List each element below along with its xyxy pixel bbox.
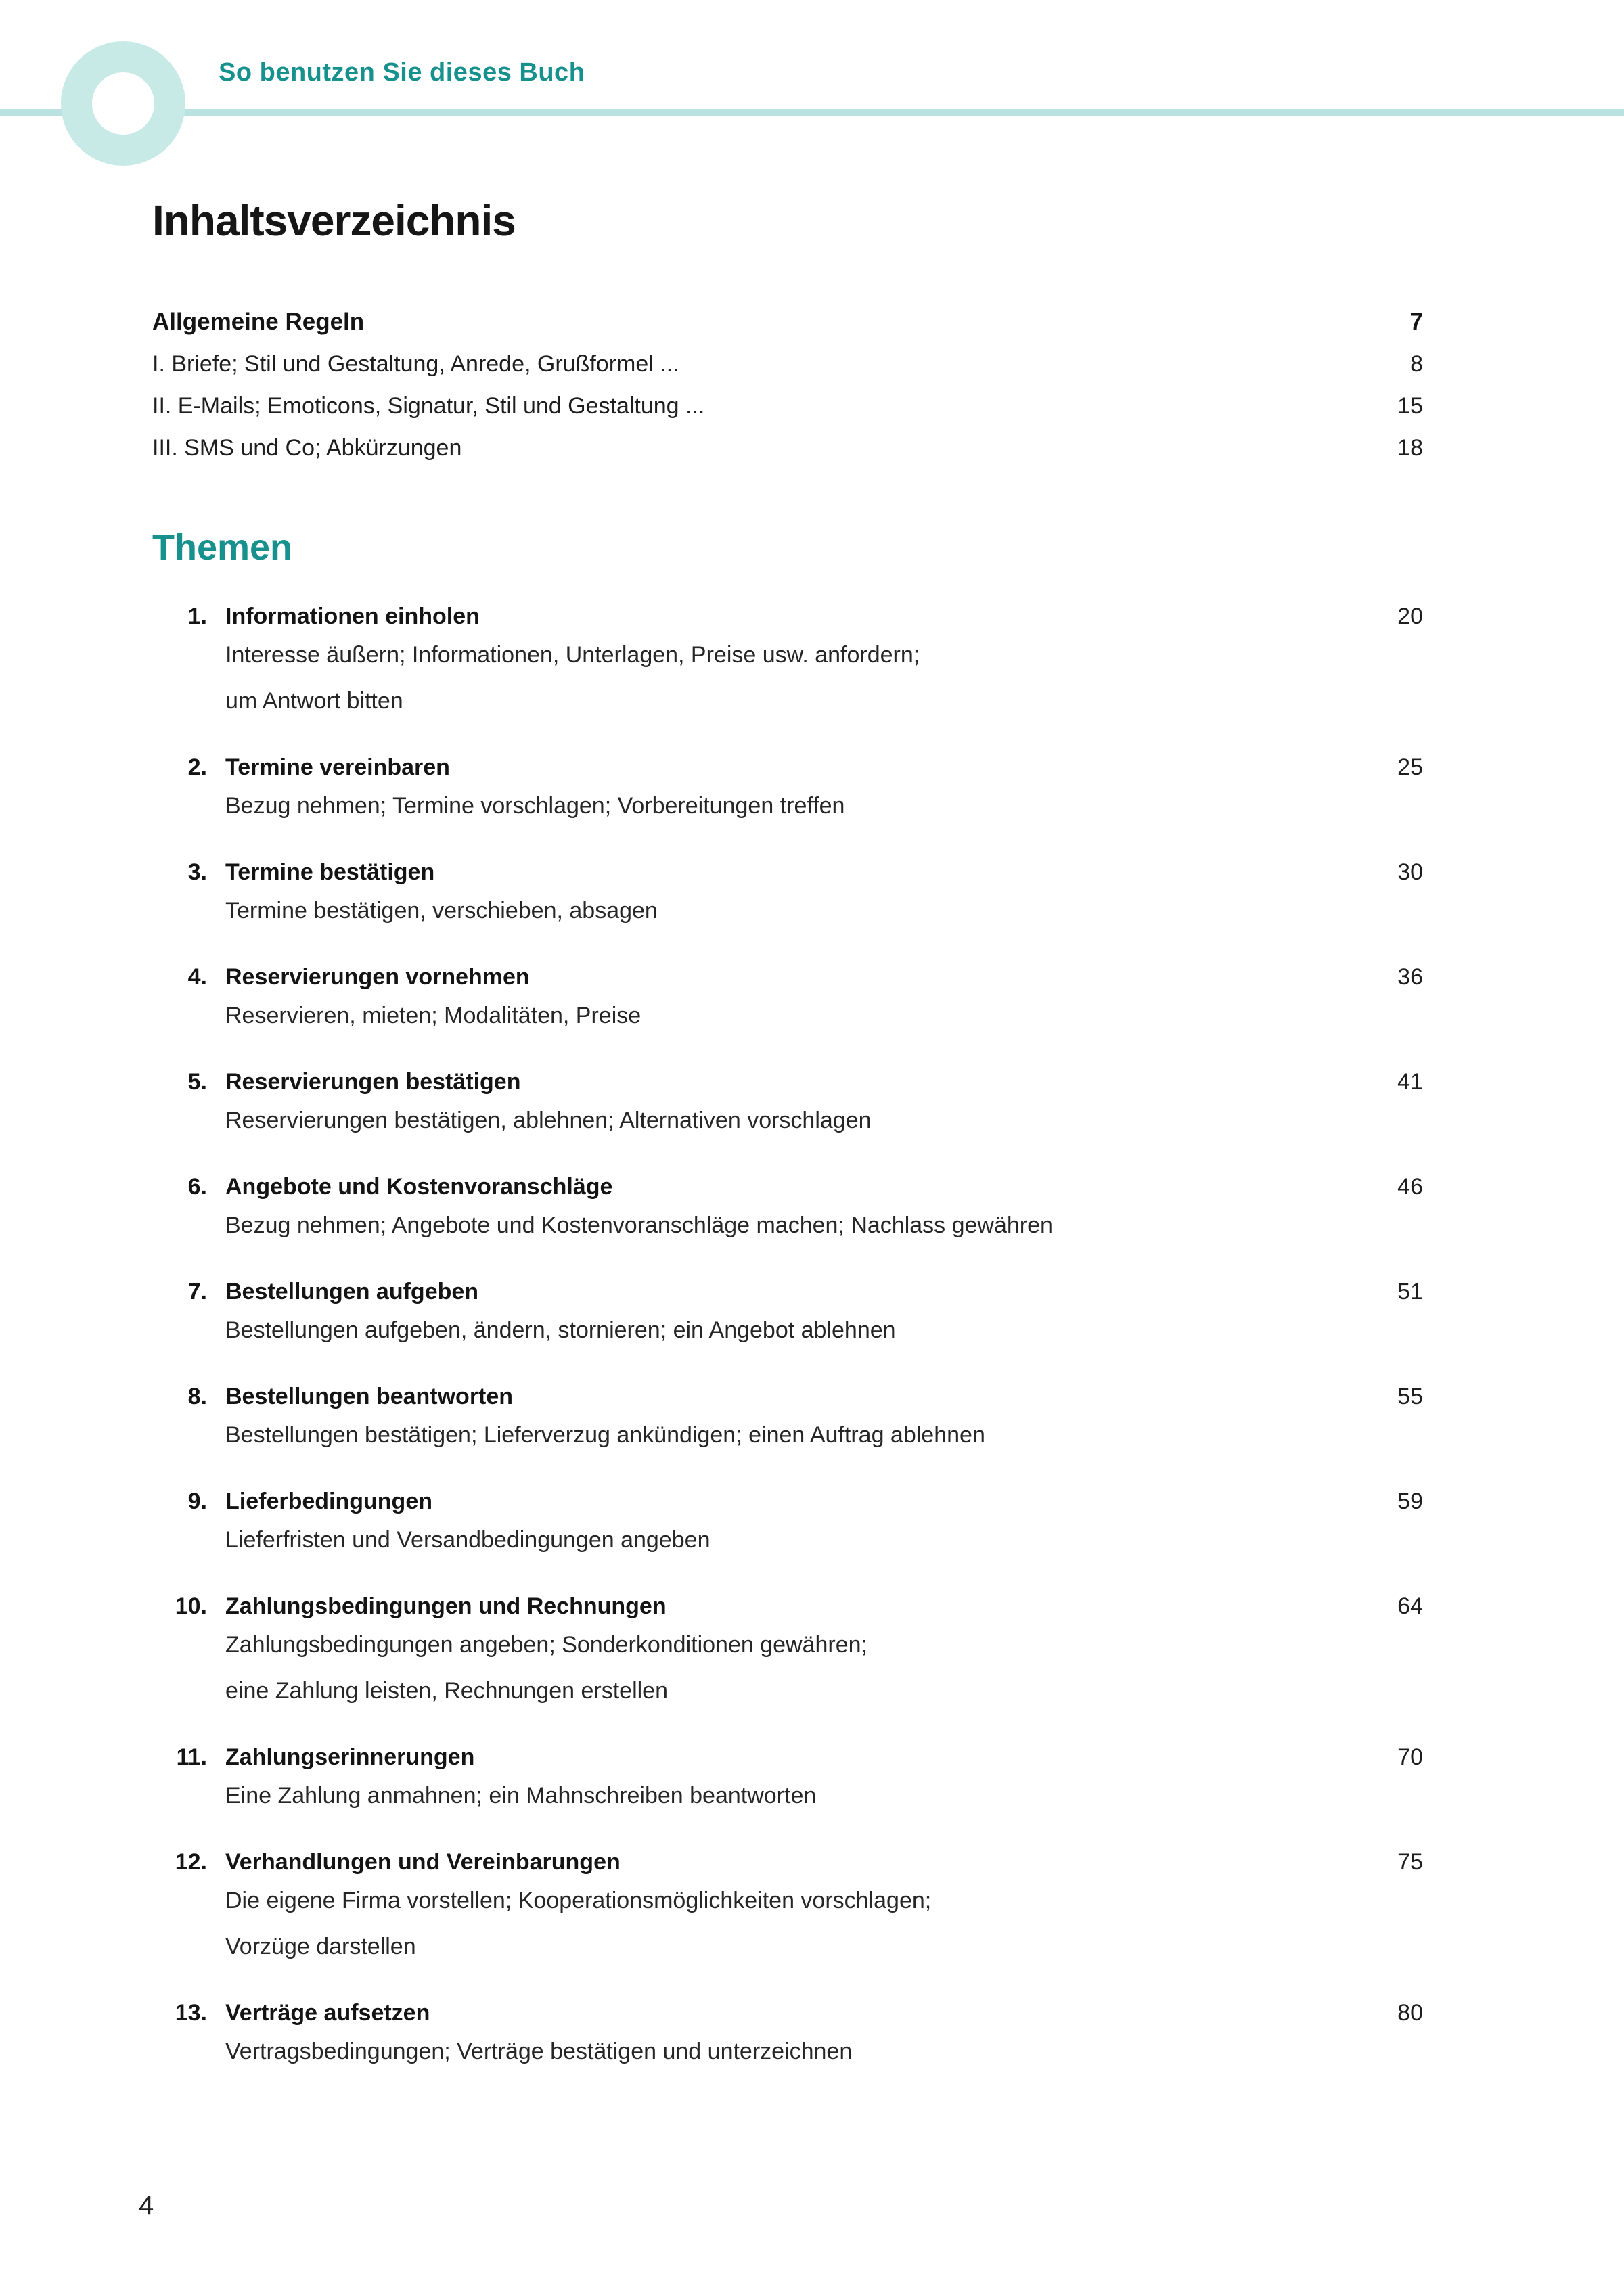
toc-item	[152, 1591, 1423, 1714]
toc-item-number: 10.	[175, 1593, 207, 1619]
toc-item-page: 25	[1397, 754, 1423, 780]
toc-item-description: Bezug nehmen; Angebote und Kostenvoranschläge machen; Nachlass gewähren	[225, 1212, 1053, 1238]
toc-entry	[152, 343, 1423, 385]
toc-entry-label: II. E-Mails; Emoticons, Signatur, Stil und Gestaltung ...	[152, 393, 705, 419]
toc-entry	[152, 427, 1423, 469]
toc-entry-page: 15	[1397, 393, 1423, 419]
toc-item-page: 64	[1397, 1593, 1423, 1619]
toc-item-title: Lieferbedingungen	[225, 1489, 432, 1514]
toc-item-title: Zahlungsbedingungen und Rechnungen	[225, 1593, 667, 1619]
toc-item-number: 8.	[187, 1384, 207, 1409]
toc-item-number: 11.	[176, 1744, 207, 1770]
toc-item	[152, 752, 1423, 829]
toc-item-body	[225, 1381, 1317, 1458]
toc-item-title: Reservierungen bestätigen	[225, 1069, 521, 1095]
general-rules-section	[152, 301, 1423, 469]
toc-item-page: 41	[1397, 1069, 1423, 1095]
toc-entry-page: 7	[1409, 309, 1423, 335]
toc-content	[152, 196, 1423, 2102]
toc-entry-page: 8	[1410, 351, 1423, 377]
toc-entry	[152, 301, 1423, 343]
toc-item-page: 70	[1397, 1744, 1423, 1770]
toc-item	[152, 1276, 1423, 1353]
toc-item-body	[225, 961, 1317, 1039]
toc-item	[152, 1381, 1423, 1458]
toc-item-description: Bestellungen aufgeben, ändern, stornieren; ein Angebot ablehnen	[225, 1317, 896, 1343]
toc-item-description: Reservierungen bestätigen, ablehnen; Alternativen vorschlagen	[225, 1108, 872, 1133]
toc-item-body	[225, 601, 1317, 724]
toc-item-description: Lieferfristen und Versandbedingungen angeben	[225, 1527, 710, 1553]
toc-item-body	[225, 1066, 1317, 1143]
toc-item-title: Angebote und Kostenvoranschläge	[225, 1174, 613, 1200]
toc-item-description: Termine bestätigen, verschieben, absagen	[225, 898, 658, 924]
toc-item-number: 5.	[187, 1069, 207, 1095]
page-number: 4	[139, 2191, 154, 2221]
toc-item-number: 12.	[175, 1849, 207, 1875]
toc-item-number: 3.	[187, 859, 207, 885]
toc-item-page: 51	[1397, 1279, 1423, 1304]
toc-entry-page: 18	[1397, 435, 1423, 461]
themen-heading: Themen	[152, 527, 293, 568]
toc-item	[152, 961, 1423, 1039]
toc-item-body	[225, 857, 1317, 934]
toc-item-body	[225, 1742, 1317, 1819]
toc-item-body	[225, 1846, 1317, 1970]
toc-item-title: Verhandlungen und Vereinbarungen	[225, 1849, 621, 1875]
toc-item-description: Bezug nehmen; Termine vorschlagen; Vorbereitungen treffen	[225, 793, 845, 819]
toc-item-number: 13.	[175, 2000, 207, 2026]
toc-item	[152, 601, 1423, 724]
toc-item-number: 1.	[187, 604, 207, 629]
toc-entry-label: Allgemeine Regeln	[152, 309, 365, 335]
header-rule	[0, 109, 1624, 116]
toc-item-title: Termine vereinbaren	[225, 754, 450, 780]
toc-item-body	[225, 1591, 1317, 1714]
toc-item	[152, 1997, 1423, 2074]
toc-item-description: Bestellungen bestätigen; Lieferverzug ankündigen; einen Auftrag ablehnen	[225, 1422, 985, 1448]
toc-item-title: Bestellungen beantworten	[225, 1384, 514, 1409]
toc-item-title: Zahlungserinnerungen	[225, 1744, 475, 1770]
toc-item-body	[225, 1276, 1317, 1353]
toc-item	[152, 1171, 1423, 1248]
toc-item-description: Reservieren, mieten; Modalitäten, Preise	[225, 1003, 641, 1028]
toc-item-body	[225, 752, 1317, 829]
toc-entry-label: I. Briefe; Stil und Gestaltung, Anrede, Grußformel ...	[152, 351, 679, 377]
toc-item-description: Eine Zahlung anmahnen; ein Mahnschreiben beantworten	[225, 1783, 817, 1809]
toc-item-number: 7.	[187, 1279, 207, 1304]
toc-item-number: 9.	[187, 1489, 207, 1514]
toc-entry-label: III. SMS und Co; Abkürzungen	[152, 435, 462, 461]
general-rules-list	[152, 343, 1423, 469]
toc-item-body	[225, 1997, 1317, 2074]
toc-item-page: 46	[1397, 1174, 1423, 1200]
toc-item-description: Vertragsbedingungen; Verträge bestätigen und unterzeichnen	[225, 2039, 853, 2064]
section-kicker: So benutzen Sie dieses Buch	[219, 58, 585, 87]
toc-item	[152, 1846, 1423, 1970]
toc-item-body	[225, 1486, 1317, 1563]
toc-item-number: 4.	[187, 964, 207, 990]
toc-item-page: 55	[1397, 1384, 1423, 1409]
toc-item-page: 36	[1397, 964, 1423, 990]
toc-item-title: Informationen einholen	[225, 604, 480, 629]
toc-item	[152, 857, 1423, 934]
toc-item-number: 6.	[187, 1174, 207, 1200]
toc-item-title: Reservierungen vornehmen	[225, 964, 530, 990]
toc-item-number: 2.	[187, 754, 207, 780]
toc-entry	[152, 385, 1423, 427]
toc-item-description: Die eigene Firma vorstellen; Kooperationsmöglichkeiten vorschlagen; Vorzüge darstellen	[225, 1888, 932, 1959]
toc-item-page: 20	[1397, 604, 1423, 629]
toc-item-title: Bestellungen aufgeben	[225, 1279, 479, 1304]
toc-item-description: Zahlungsbedingungen angeben; Sonderkonditionen gewähren; eine Zahlung leisten, Rechnungen erstellen	[225, 1632, 867, 1704]
themen-list	[152, 601, 1423, 2074]
toc-item-page: 80	[1397, 2000, 1423, 2026]
toc-item-page: 75	[1397, 1849, 1423, 1875]
toc-item-title: Verträge aufsetzen	[225, 2000, 430, 2026]
toc-item-page: 30	[1397, 859, 1423, 885]
toc-item-description: Interesse äußern; Informationen, Unterlagen, Preise usw. anfordern; um Antwort bitten	[225, 642, 920, 714]
toc-item	[152, 1066, 1423, 1143]
toc-item	[152, 1486, 1423, 1563]
toc-item-page: 59	[1397, 1489, 1423, 1514]
page-title: Inhaltsverzeichnis	[152, 196, 516, 245]
toc-item	[152, 1742, 1423, 1819]
ring-ornament-icon	[61, 41, 185, 166]
toc-item-body	[225, 1171, 1317, 1248]
toc-item-title: Termine bestätigen	[225, 859, 435, 885]
